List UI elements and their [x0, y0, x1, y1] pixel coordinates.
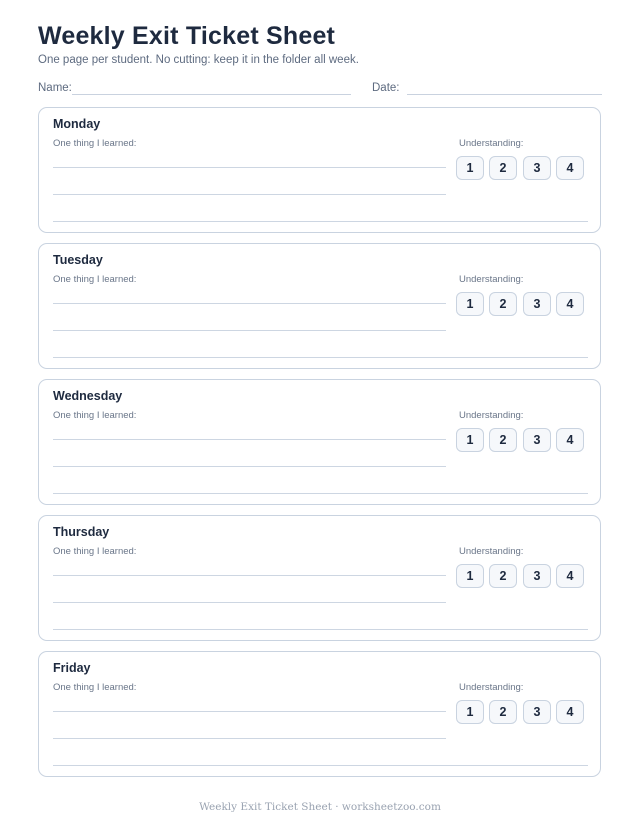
learned-label: One thing I learned: [53, 682, 137, 693]
rating-option-3[interactable]: 3 [523, 700, 551, 724]
answer-line[interactable] [53, 493, 588, 494]
answer-line[interactable] [53, 629, 588, 630]
learned-label: One thing I learned: [53, 410, 137, 421]
rating-option-2[interactable]: 2 [489, 292, 517, 316]
date-label: Date: [372, 82, 400, 94]
answer-line[interactable] [53, 466, 446, 467]
day-card-wednesday [38, 379, 601, 505]
rating-option-3[interactable]: 3 [523, 428, 551, 452]
rating-option-4[interactable]: 4 [556, 292, 584, 316]
name-field[interactable] [72, 94, 351, 95]
answer-line[interactable] [53, 357, 588, 358]
rating-option-1[interactable]: 1 [456, 564, 484, 588]
answer-line[interactable] [53, 303, 446, 304]
day-card-thursday [38, 515, 601, 641]
learned-label: One thing I learned: [53, 274, 137, 285]
answer-line[interactable] [53, 167, 446, 168]
answer-line[interactable] [53, 711, 446, 712]
rating-option-3[interactable]: 3 [523, 156, 551, 180]
day-title: Tuesday [53, 253, 103, 267]
page-title: Weekly Exit Ticket Sheet [38, 22, 336, 50]
understanding-label: Understanding: [459, 410, 524, 421]
answer-line[interactable] [53, 194, 446, 195]
answer-line[interactable] [53, 765, 588, 766]
understanding-label: Understanding: [459, 138, 524, 149]
day-title: Wednesday [53, 389, 123, 403]
rating-option-1[interactable]: 1 [456, 156, 484, 180]
day-card-monday [38, 107, 601, 233]
answer-line[interactable] [53, 439, 446, 440]
rating-option-4[interactable]: 4 [556, 700, 584, 724]
answer-line[interactable] [53, 330, 446, 331]
name-label: Name: [38, 82, 72, 94]
day-title: Monday [53, 117, 101, 131]
rating-option-2[interactable]: 2 [489, 428, 517, 452]
day-card-tuesday [38, 243, 601, 369]
learned-label: One thing I learned: [53, 138, 137, 149]
rating-option-4[interactable]: 4 [556, 564, 584, 588]
answer-line[interactable] [53, 575, 446, 576]
understanding-label: Understanding: [459, 682, 524, 693]
date-field[interactable] [407, 94, 602, 95]
day-title: Friday [53, 661, 91, 675]
rating-option-3[interactable]: 3 [523, 292, 551, 316]
day-card-friday [38, 651, 601, 777]
answer-line[interactable] [53, 221, 588, 222]
understanding-label: Understanding: [459, 274, 524, 285]
rating-option-1[interactable]: 1 [456, 292, 484, 316]
rating-option-4[interactable]: 4 [556, 156, 584, 180]
page-footer: Weekly Exit Ticket Sheet · worksheetzoo.com [199, 801, 441, 813]
learned-label: One thing I learned: [53, 546, 137, 557]
rating-option-2[interactable]: 2 [489, 564, 517, 588]
answer-line[interactable] [53, 738, 446, 739]
rating-option-1[interactable]: 1 [456, 428, 484, 452]
rating-option-2[interactable]: 2 [489, 700, 517, 724]
understanding-label: Understanding: [459, 546, 524, 557]
rating-option-3[interactable]: 3 [523, 564, 551, 588]
rating-option-1[interactable]: 1 [456, 700, 484, 724]
page-subtitle: One page per student. No cutting: keep it in the folder all week. [38, 54, 359, 66]
answer-line[interactable] [53, 602, 446, 603]
day-title: Thursday [53, 525, 110, 539]
rating-option-2[interactable]: 2 [489, 156, 517, 180]
rating-option-4[interactable]: 4 [556, 428, 584, 452]
